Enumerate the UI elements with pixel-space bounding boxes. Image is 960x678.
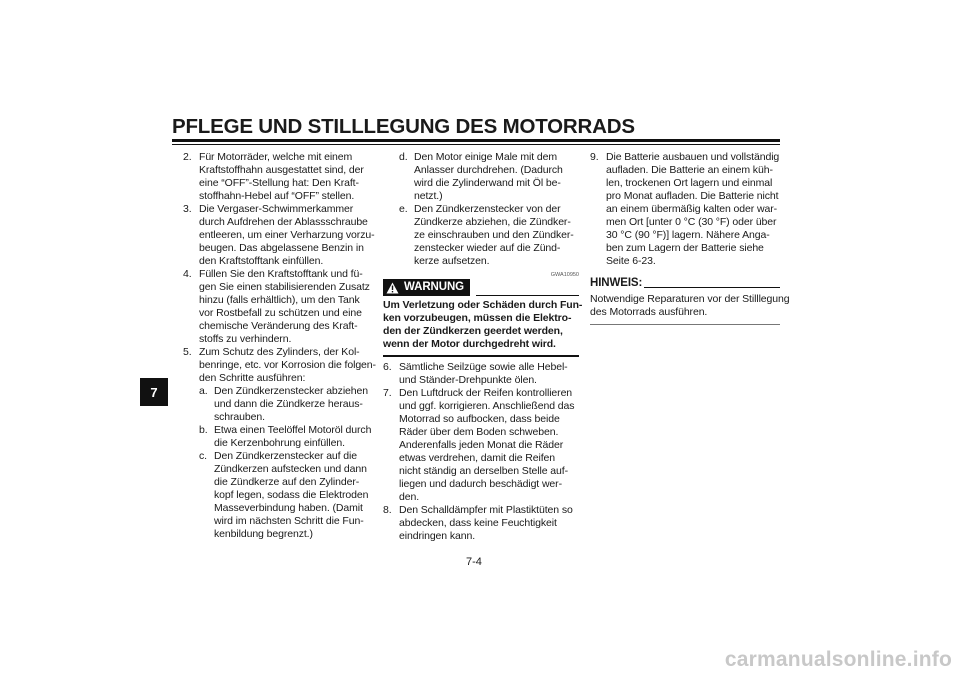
item-text: Die Vergaser-Schwimmerkammer durch Aufdrehen der Ablassschraube entleeren, um einer Verharzung vorzu- beugen. Das abgelassene Benzin in den Kraftstofftank einfüllen. — [199, 203, 375, 267]
column-2 — [383, 151, 583, 543]
item-number: 7. — [383, 386, 392, 399]
list-item — [183, 346, 379, 385]
header-rule-thick — [172, 139, 780, 142]
list-item — [183, 268, 379, 346]
item-text: Etwa einen Teelöffel Motoröl durch die Kerzenbohrung einfüllen. — [214, 424, 372, 449]
list-item — [383, 387, 579, 504]
sub-item — [383, 203, 579, 268]
item-text: Den Zündkerzenstecker abziehen und dann die Zündkerze heraus- schrauben. — [214, 385, 369, 423]
item-text: Den Zündkerzenstecker auf die Zündkerzen aufstecken und dann die Zündkerze auf den Zylinder- kopf legen, sodass die Elektroden Masseverbindung haben. (Damit wird im nächsten Schritt die Fun- kenbildung begrenzt.) — [214, 450, 369, 540]
note-label: HINWEIS: — [590, 277, 643, 289]
item-text: Den Schalldämpfer mit Plastiktüten so abdecken, dass keine Feuchtigkeit eindringen kann. — [399, 503, 573, 542]
item-text: Zum Schutz des Zylinders, der Kol- benringe, etc. vor Korrosion die folgen- den Schritte ausführen: — [199, 346, 376, 384]
list-item — [383, 504, 579, 543]
item-text: Den Zündkerzenstecker von der Zündkerze abziehen, die Zündker- ze einschrauben und den Zündker- zenstecker wieder auf die Zünd- kerze aufsetzen. — [414, 203, 574, 267]
item-number: 8. — [383, 503, 392, 516]
item-text: Für Motorräder, welche mit einem Kraftstoffhahn ausgestattet sind, der eine “OFF”-Stellung hat: Den Kraft- stoffhahn-Hebel auf “OFF” stellen. — [199, 151, 364, 202]
note-end-rule — [590, 324, 780, 325]
sub-item — [183, 424, 379, 450]
item-number: 2. — [183, 151, 192, 163]
warning-badge — [383, 279, 470, 296]
item-text: Den Luftdruck der Reifen kontrollieren und ggf. korrigieren. Anschließend das Motorrad so aufbocken, dass beide Räder über dem Boden schweben. Anderenfalls jeden Monat die Räder etwas verdrehen, damit die Reifen nicht ständig an derselben Stelle auf- liegen und dadurch beschädigt wer- den. — [399, 386, 575, 503]
item-text: Füllen Sie den Kraftstofftank und fü- gen Sie einen stabilisierenden Zusatz hinzu (falls erhältlich), um den Tank vor Rostbefall zu schützen und eine chemische Veränderung des Kraft- stoffs zu verhindern. — [199, 268, 370, 345]
chapter-tab: 7 — [140, 378, 168, 406]
warning-triangle-icon — [386, 282, 399, 294]
item-text: Sämtliche Seilzüge sowie alle Hebel- und Ständer-Drehpunkte ölen. — [399, 360, 568, 386]
item-text: Die Batterie ausbauen und vollständig aufladen. Die Batterie an einem küh- len, trockenen Ort lagern und einmal pro Monat aufladen. Die Batterie nicht an einem übermäßig kalten oder war- men Ort [unter 0 °C (30 °F) oder über 30 °C (90 °F)] lagern. Nähere Anga- ben zum Lagern der Batterie siehe Seite 6-23. — [606, 151, 780, 267]
list-item — [183, 151, 379, 203]
column-1 — [183, 151, 379, 541]
sub-item — [383, 151, 579, 203]
item-number: a. — [199, 385, 208, 397]
warning-code: GWA10950 — [550, 272, 579, 278]
list-item — [183, 203, 379, 268]
page-number: 7-4 — [466, 556, 482, 568]
header-rule-thin — [172, 144, 780, 145]
sub-item — [183, 385, 379, 424]
watermark: carmanualsonline.info — [724, 648, 952, 671]
item-number: 4. — [183, 268, 192, 280]
item-number: e. — [399, 203, 408, 215]
warning-text: Um Verletzung oder Schäden durch Fun- ken vorzubeugen, müssen die Elektro- den der Zündkerzen geerdet werden, wenn der Motor durchgedreht wird. — [383, 299, 583, 350]
item-number: 3. — [183, 203, 192, 215]
item-number: b. — [199, 424, 208, 436]
item-number: c. — [199, 450, 207, 462]
sub-item — [183, 450, 379, 541]
note-text: Notwendige Reparaturen vor der Stilllegung des Motorrads ausführen. — [590, 293, 790, 318]
item-number: 6. — [383, 360, 392, 373]
column-3 — [590, 151, 790, 325]
item-text: Den Motor einige Male mit dem Anlasser durchdrehen. (Dadurch wird die Zylinderwand mit Öl be- netzt.) — [414, 151, 563, 202]
warning-end-rule — [383, 355, 579, 357]
note-header — [590, 276, 780, 290]
list-item — [590, 151, 780, 268]
item-number: d. — [399, 151, 408, 163]
list-item — [383, 361, 579, 387]
page-title: PFLEGE UND STILLLEGUNG DES MOTORRADS — [172, 115, 635, 138]
item-number: 5. — [183, 346, 192, 358]
warning-rule — [476, 295, 579, 296]
warning-label: WARNUNG — [404, 281, 464, 293]
note-rule — [644, 287, 780, 288]
warning-header — [383, 279, 579, 296]
item-number: 9. — [590, 151, 599, 163]
